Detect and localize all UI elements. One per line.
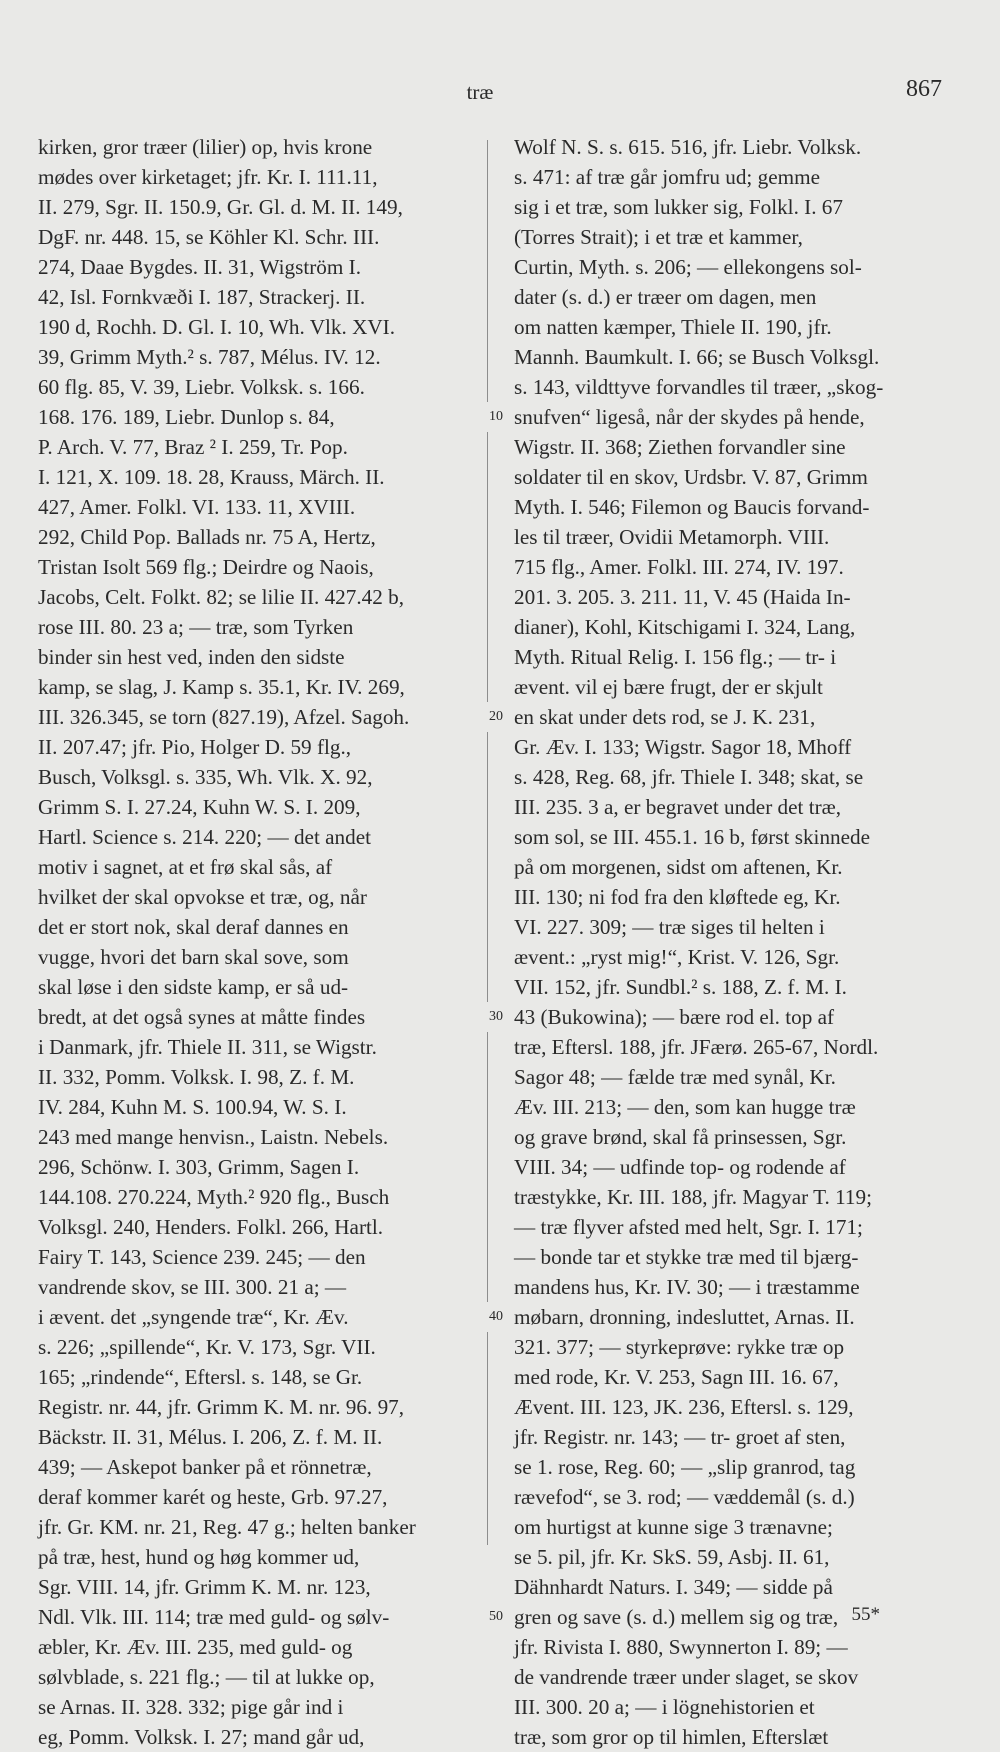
line-number-50: 50 [473, 1602, 503, 1632]
text-line: Sgr. VIII. 14, jfr. Grimm K. M. nr. 123, [38, 1575, 371, 1599]
text-line: de vandrende træer under slaget, se skov [514, 1665, 859, 1689]
text-line: mødes over kirketaget; jfr. Kr. I. 111.11, [38, 165, 378, 189]
text-line: VII. 152, jfr. Sundbl.² s. 188, Z. f. M. I. [514, 975, 847, 999]
line-number-30: 30 [473, 1002, 503, 1032]
text-line: Myth. I. 546; Filemon og Baucis forvand- [514, 495, 870, 519]
text-line: binder sin hest ved, inden den sidste [38, 645, 345, 669]
text-line: Tristan Isolt 569 flg.; Deirdre og Naois, [38, 555, 374, 579]
text-line: gren og save (s. d.) mellem sig og træ, [514, 1605, 839, 1629]
column-divider [487, 140, 488, 1545]
text-line: dater (s. d.) er træer om dagen, men [514, 285, 817, 309]
text-line: på om morgenen, sidst om aftenen, Kr. [514, 855, 843, 879]
text-line: II. 207.47; jfr. Pio, Holger D. 59 flg., [38, 735, 352, 759]
text-line: ævent.: „ryst mig!“, Krist. V. 126, Sgr. [514, 945, 840, 969]
page-number: 867 [906, 76, 942, 102]
text-line: i ævent. det „syngende træ“, Kr. Æv. [38, 1305, 349, 1329]
text-line: Volksgl. 240, Henders. Folkl. 266, Hartl. [38, 1215, 384, 1239]
text-line: s. 428, Reg. 68, jfr. Thiele I. 348; skat, se [514, 765, 864, 789]
line-number-40: 40 [473, 1302, 503, 1332]
text-line: snufven“ ligeså, når der skydes på hende, [514, 405, 865, 429]
text-line: 144.108. 270.224, Myth.² 920 flg., Busch [38, 1185, 390, 1209]
text-line: Jacobs, Celt. Folkt. 82; se lilie II. 427.42 b, [38, 585, 405, 609]
text-line: 292, Child Pop. Ballads nr. 75 A, Hertz, [38, 525, 376, 549]
text-line: Fairy T. 143, Science 239. 245; — den [38, 1245, 366, 1269]
text-line: les til træer, Ovidii Metamorph. VIII. [514, 525, 830, 549]
text-line: Mannh. Baumkult. I. 66; se Busch Volksgl. [514, 345, 880, 369]
text-line: vandrende skov, se III. 300. 21 a; — [38, 1275, 347, 1299]
running-head-word: træ [466, 80, 494, 104]
text-line: Ævent. III. 123, JK. 236, Eftersl. s. 129, [514, 1395, 854, 1419]
text-line: hvilket der skal opvokse et træ, og, når [38, 885, 367, 909]
text-line: vugge, hvori det barn skal sove, som [38, 945, 349, 969]
text-line: Gr. Æv. I. 133; Wigstr. Sagor 18, Mhoff [514, 735, 852, 759]
text-line: III. 235. 3 a, er begravet under det træ, [514, 795, 842, 819]
text-line: s. 226; „spillende“, Kr. V. 173, Sgr. VII. [38, 1335, 376, 1359]
text-line: møbarn, dronning, indesluttet, Arnas. II. [514, 1305, 855, 1329]
text-line: Hartl. Science s. 214. 220; — det andet [38, 825, 372, 849]
text-line: deraf kommer karét og heste, Grb. 97.27, [38, 1485, 388, 1509]
text-line: en skat under dets rod, se J. K. 231, [514, 705, 816, 729]
text-line: se 1. rose, Reg. 60; — „slip granrod, tag [514, 1455, 856, 1479]
text-line: Bäckstr. II. 31, Mélus. I. 206, Z. f. M. II. [38, 1425, 383, 1449]
text-line: 427, Amer. Folkl. VI. 133. 11, XVIII. [38, 495, 356, 519]
text-line: Sagor 48; — fælde træ med synål, Kr. [514, 1065, 836, 1089]
text-line: Grimm S. I. 27.24, Kuhn W. S. I. 209, [38, 795, 361, 819]
text-line: Myth. Ritual Relig. I. 156 flg.; — tr- i [514, 645, 837, 669]
text-line: (Torres Strait); i et træ et kammer, [514, 225, 803, 249]
line-number-10: 10 [473, 402, 503, 432]
text-line: 439; — Askepot banker på et rönnetræ, [38, 1455, 372, 1479]
text-line: i Danmark, jfr. Thiele II. 311, se Wigstr. [38, 1035, 377, 1059]
text-line: Æv. III. 213; — den, som kan hugge træ [514, 1095, 856, 1119]
text-line: — træ flyver afsted med helt, Sgr. I. 171; [514, 1215, 863, 1239]
text-line: på træ, hest, hund og høg kommer ud, [38, 1545, 360, 1569]
text-line: s. 143, vildttyve forvandles til træer, „skog- [514, 375, 884, 399]
text-line: s. 471: af træ går jomfru ud; gemme [514, 165, 820, 189]
text-line: jfr. Rivista I. 880, Swynnerton I. 89; — [514, 1635, 848, 1659]
right-column [508, 132, 948, 1752]
text-line: træ, Eftersl. 188, jfr. JFærø. 265-67, Nordl. [514, 1035, 879, 1059]
text-line: med rode, Kr. V. 253, Sagn III. 16. 67, [514, 1365, 839, 1389]
text-line: om hurtigst at kunne sige 3 trænavne; [514, 1515, 833, 1539]
text-line: III. 326.345, se torn (827.19), Afzel. Sagoh. [38, 705, 410, 729]
text-line: Dähnhardt Naturs. I. 349; — sidde på [514, 1575, 833, 1599]
text-line: 201. 3. 205. 3. 211. 11, V. 45 (Haida In- [514, 585, 851, 609]
text-line: træ, som gror op til himlen, Efterslæt [514, 1725, 829, 1749]
text-line: og grave brønd, skal få prinsessen, Sgr. [514, 1125, 847, 1149]
text-line: II. 279, Sgr. II. 150.9, Gr. Gl. d. M. II. 149, [38, 195, 403, 219]
text-line: træstykke, Kr. III. 188, jfr. Magyar T. 119; [514, 1185, 872, 1209]
text-line: rævefod“, se 3. rod; — væddemål (s. d.) [514, 1485, 855, 1509]
left-column [36, 132, 506, 1752]
text-line: som sol, se III. 455.1. 16 b, først skinnede [514, 825, 871, 849]
text-line: Wigstr. II. 368; Ziethen forvandler sine [514, 435, 846, 459]
text-line: dianer), Kohl, Kitschigami I. 324, Lang, [514, 615, 856, 639]
text-line: 60 flg. 85, V. 39, Liebr. Volksk. s. 166. [38, 375, 365, 399]
text-line: sig i et træ, som lukker sig, Folkl. I. 67 [514, 195, 843, 219]
text-line: æbler, Kr. Æv. III. 235, med guld- og [38, 1635, 353, 1659]
text-line: Busch, Volksgl. s. 335, Wh. Vlk. X. 92, [38, 765, 373, 789]
text-line: Curtin, Myth. s. 206; — ellekongens sol- [514, 255, 862, 279]
text-line: III. 300. 20 a; — i lögnehistorien et [514, 1695, 815, 1719]
text-line: 321. 377; — styrkeprøve: rykke træ op [514, 1335, 845, 1359]
text-line: jfr. Registr. nr. 143; — tr- groet af sten, [514, 1425, 846, 1449]
text-line: jfr. Gr. KM. nr. 21, Reg. 47 g.; helten banker [38, 1515, 416, 1539]
text-line: mandens hus, Kr. IV. 30; — i træstamme [514, 1275, 860, 1299]
text-line: 43 (Bukowina); — bære rod el. top af [514, 1005, 835, 1029]
text-line: eg, Pomm. Volksk. I. 27; mand går ud, [38, 1725, 365, 1749]
text-line: 274, Daae Bygdes. II. 31, Wigström I. [38, 255, 361, 279]
signature-mark: 55* [851, 1604, 880, 1625]
text-line: se Arnas. II. 328. 332; pige går ind i [38, 1695, 344, 1719]
text-line: I. 121, X. 109. 18. 28, Krauss, Märch. II. [38, 465, 385, 489]
text-line: bredt, at det også synes at måtte findes [38, 1005, 366, 1029]
text-line: Registr. nr. 44, jfr. Grimm K. M. nr. 96. 97, [38, 1395, 405, 1419]
text-line: om natten kæmper, Thiele II. 190, jfr. [514, 315, 832, 339]
text-line: motiv i sagnet, at et frø skal sås, af [38, 855, 333, 879]
text-line: 165; „rindende“, Eftersl. s. 148, se Gr. [38, 1365, 363, 1389]
text-line: 296, Schönw. I. 303, Grimm, Sagen I. [38, 1155, 360, 1179]
text-line: DgF. nr. 448. 15, se Köhler Kl. Schr. III. [38, 225, 380, 249]
text-line: kamp, se slag, J. Kamp s. 35.1, Kr. IV. 269, [38, 675, 405, 699]
text-line: VI. 227. 309; — træ siges til helten i [514, 915, 825, 939]
text-line: se 5. pil, jfr. Kr. SkS. 59, Asbj. II. 61, [514, 1545, 830, 1569]
text-line: soldater til en skov, Urdsbr. V. 87, Grimm [514, 465, 868, 489]
text-line: 243 med mange henvisn., Laistn. Nebels. [38, 1125, 389, 1149]
text-line: 42, Isl. Fornkvæði I. 187, Strackerj. II. [38, 285, 366, 309]
text-line: det er stort nok, skal deraf dannes en [38, 915, 349, 939]
text-line: 168. 176. 189, Liebr. Dunlop s. 84, [38, 405, 335, 429]
text-line: rose III. 80. 23 a; — træ, som Tyrken [38, 615, 354, 639]
text-line: 190 d, Rochh. D. Gl. I. 10, Wh. Vlk. XVI. [38, 315, 396, 339]
text-line: kirken, gror træer (lilier) op, hvis krone [38, 135, 373, 159]
text-line: P. Arch. V. 77, Braz ² I. 259, Tr. Pop. [38, 435, 348, 459]
line-number-20: 20 [473, 702, 503, 732]
text-line: ævent. vil ej bære frugt, der er skjult [514, 675, 823, 699]
text-line: 39, Grimm Myth.² s. 787, Mélus. IV. 12. [38, 345, 381, 369]
text-line: III. 130; ni fod fra den kløftede eg, Kr. [514, 885, 841, 909]
text-line: 715 flg., Amer. Folkl. III. 274, IV. 197. [514, 555, 844, 579]
text-line: Ndl. Vlk. III. 114; træ med guld- og sølv- [38, 1605, 390, 1629]
text-line: sølvblade, s. 221 flg.; — til at lukke op, [38, 1665, 375, 1689]
text-line: II. 332, Pomm. Volksk. I. 98, Z. f. M. [38, 1065, 355, 1089]
text-line: VIII. 34; — udfinde top- og rodende af [514, 1155, 846, 1179]
text-line: skal løse i den sidste kamp, er så ud- [38, 975, 349, 999]
text-line: — bonde tar et stykke træ med til bjærg- [514, 1245, 859, 1269]
text-line: IV. 284, Kuhn M. S. 100.94, W. S. I. [38, 1095, 347, 1119]
text-line: Wolf N. S. s. 615. 516, jfr. Liebr. Volksk. [514, 135, 862, 159]
